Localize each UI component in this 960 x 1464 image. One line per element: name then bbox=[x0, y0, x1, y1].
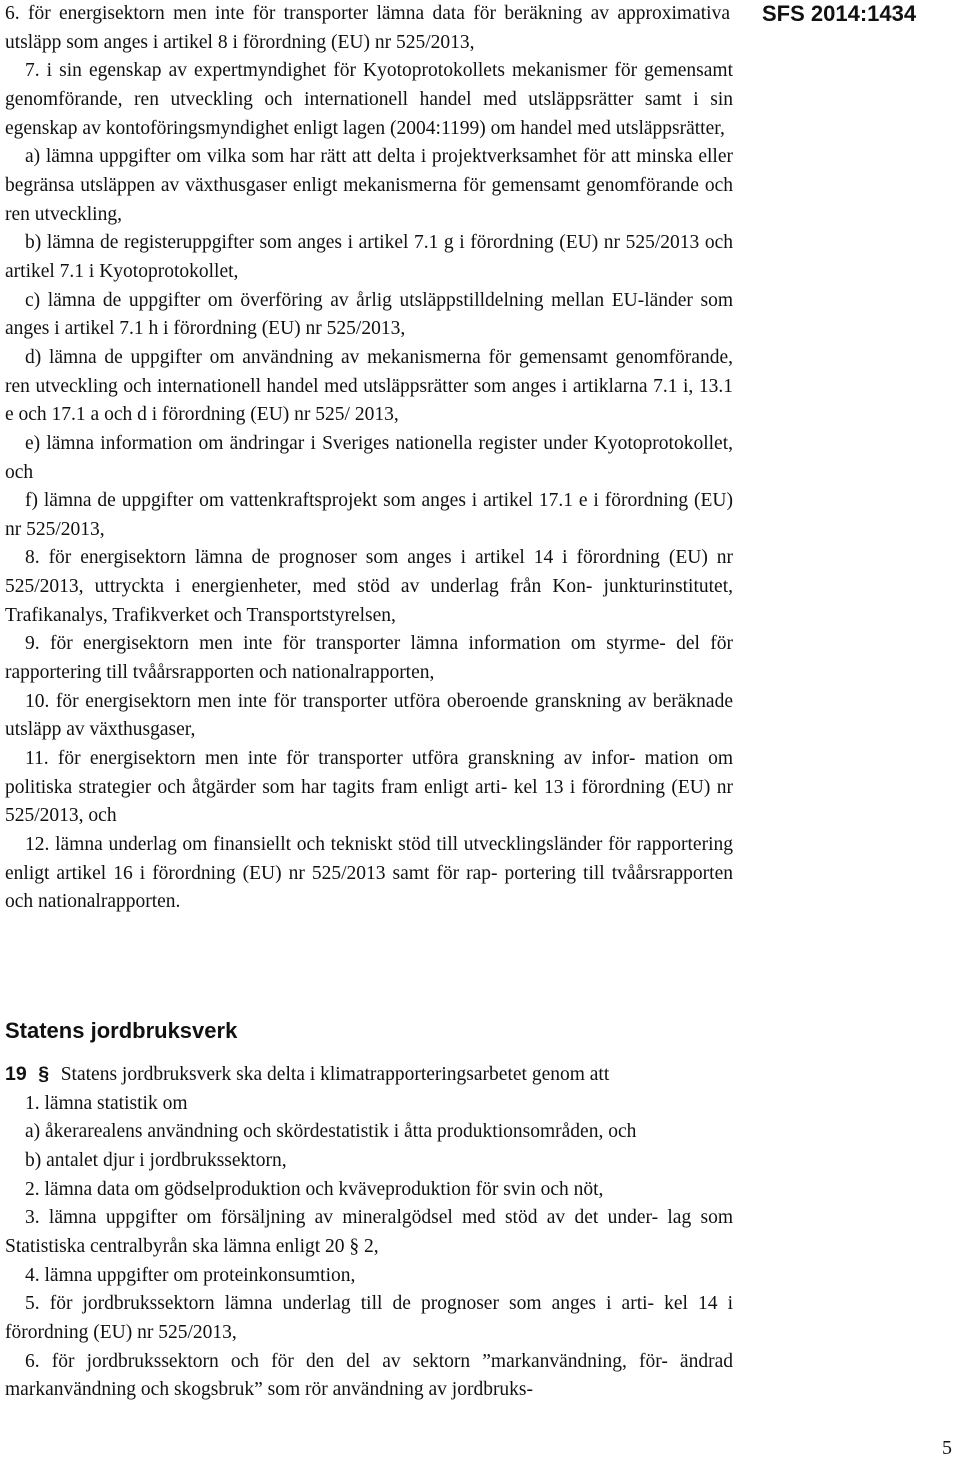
list-item: 5. för jordbrukssektorn lämna underlag till de prognoser som anges i arti- kel 14 i förordning (EU) nr 525/2013, bbox=[5, 1293, 733, 1343]
list-item: 4. lämna uppgifter om proteinkonsumtion, bbox=[25, 1264, 356, 1286]
list-item: a) lämna uppgifter om vilka som har rätt att delta i projektverksamhet för att minska eller begränsa utsläppen av växthusgaser enligt mekanismerna för gemensamt genomförande och ren utveckling, bbox=[5, 146, 733, 225]
list-item: 2. lämna data om gödselproduktion och kväveproduktion för svin och nöt, bbox=[25, 1178, 604, 1200]
list-item: 9. för energisektorn men inte för transporter lämna information om styrme- del för rapportering till tvåårsrapporten och nationalrapporten, bbox=[5, 633, 733, 684]
list-item: b) antalet djur i jordbrukssektorn, bbox=[25, 1149, 287, 1171]
list-item: e) lämna information om ändringar i Sveriges nationella register under Kyotoprotokollet, och bbox=[5, 432, 733, 483]
list-item: c) lämna de uppgifter om överföring av årlig utsläppstilldelning mellan EU-länder som anges i artikel 7.1 h i förordning (EU) nr 525/2013, bbox=[5, 289, 733, 340]
paragraph-intro bbox=[5, 1060, 733, 1090]
section2-body bbox=[5, 1060, 733, 1405]
list-item: 10. för energisektorn men inte för transporter utföra oberoende granskning av beräknade utsläpp av växthusgaser, bbox=[5, 690, 733, 741]
list-item: 6. för energisektorn men inte för transporter lämna data för beräkning av approximativa utsläpp som anges i artikel 8 i förordning (EU) nr 525/2013, bbox=[5, 3, 730, 53]
list-item: 1. lämna statistik om bbox=[25, 1092, 188, 1114]
list-item: b) lämna de registeruppgifter som anges i artikel 7.1 g i förordning (EU) nr 525/2013 och artikel 7.1 i Kyotoprotokollet, bbox=[5, 232, 733, 282]
list-item: d) lämna de uppgifter om användning av mekanismerna för gemensamt genomförande, ren utveckling och internationell handel med utsläppsrätter som anges i artiklarna 7.1 i, 13.1 e och 17.1 a och d i förordning (EU) nr 525/ 2013, bbox=[5, 346, 733, 426]
paragraph-intro-text: Statens jordbruksverk ska delta i klimatrapporteringsarbetet genom att bbox=[60, 1064, 610, 1085]
paragraph-number: 19 bbox=[5, 1063, 27, 1085]
paragraph-sign: § bbox=[38, 1063, 50, 1085]
list-item: 11. för energisektorn men inte för transporter utföra granskning av infor- mation om politiska strategier och åtgärder som har tagits fram enligt arti- kel 13 i förordning (EU) nr 525/2013, och bbox=[5, 748, 733, 827]
list-item: f) lämna de uppgifter om vattenkraftsprojekt som anges i artikel 17.1 e i förordning (EU) nr 525/2013, bbox=[5, 490, 733, 540]
document-id: SFS 2014:1434 bbox=[762, 1, 917, 26]
section-heading: Statens jordbruksverk bbox=[5, 1018, 238, 1043]
list-item: 12. lämna underlag om finansiellt och tekniskt stöd till utvecklingsländer för rapportering enligt artikel 16 i förordning (EU) nr 525/2013 samt för rap- portering till tvåårsrapporten och nationalrapporten. bbox=[5, 834, 733, 913]
list-item: 8. för energisektorn lämna de prognoser som anges i artikel 14 i förordning (EU) nr 525/2013, uttryckta i energienheter, med stöd av underlag från Kon- junkturinstitutet, Trafikanalys, Trafikverket och Transportstyrelsen, bbox=[5, 547, 733, 626]
list-item: 6. för jordbrukssektorn och för den del av sektorn ”markanvändning, för- ändrad markanvändning och skogsbruk” som rör användning av jordbruks- bbox=[5, 1350, 733, 1401]
section1-body bbox=[5, 0, 733, 917]
list-item: 7. i sin egenskap av expertmyndighet för Kyotoprotokollets mekanismer för gemensamt genomförande, ren utveckling och internationell handel med utsläppsrätter samt i sin egenskap av kontoföringsmyndighet enligt lagen (2004:1199) om handel med utsläppsrätter, bbox=[5, 60, 733, 139]
list-item: 3. lämna uppgifter om försäljning av mineralgödsel med stöd av det under- lag som Statistiska centralbyrån ska lämna enligt 20 § 2, bbox=[5, 1207, 733, 1257]
page-number: 5 bbox=[942, 1437, 952, 1459]
list-item: a) åkerarealens användning och skördestatistik i åtta produktionsområden, och bbox=[25, 1121, 637, 1143]
